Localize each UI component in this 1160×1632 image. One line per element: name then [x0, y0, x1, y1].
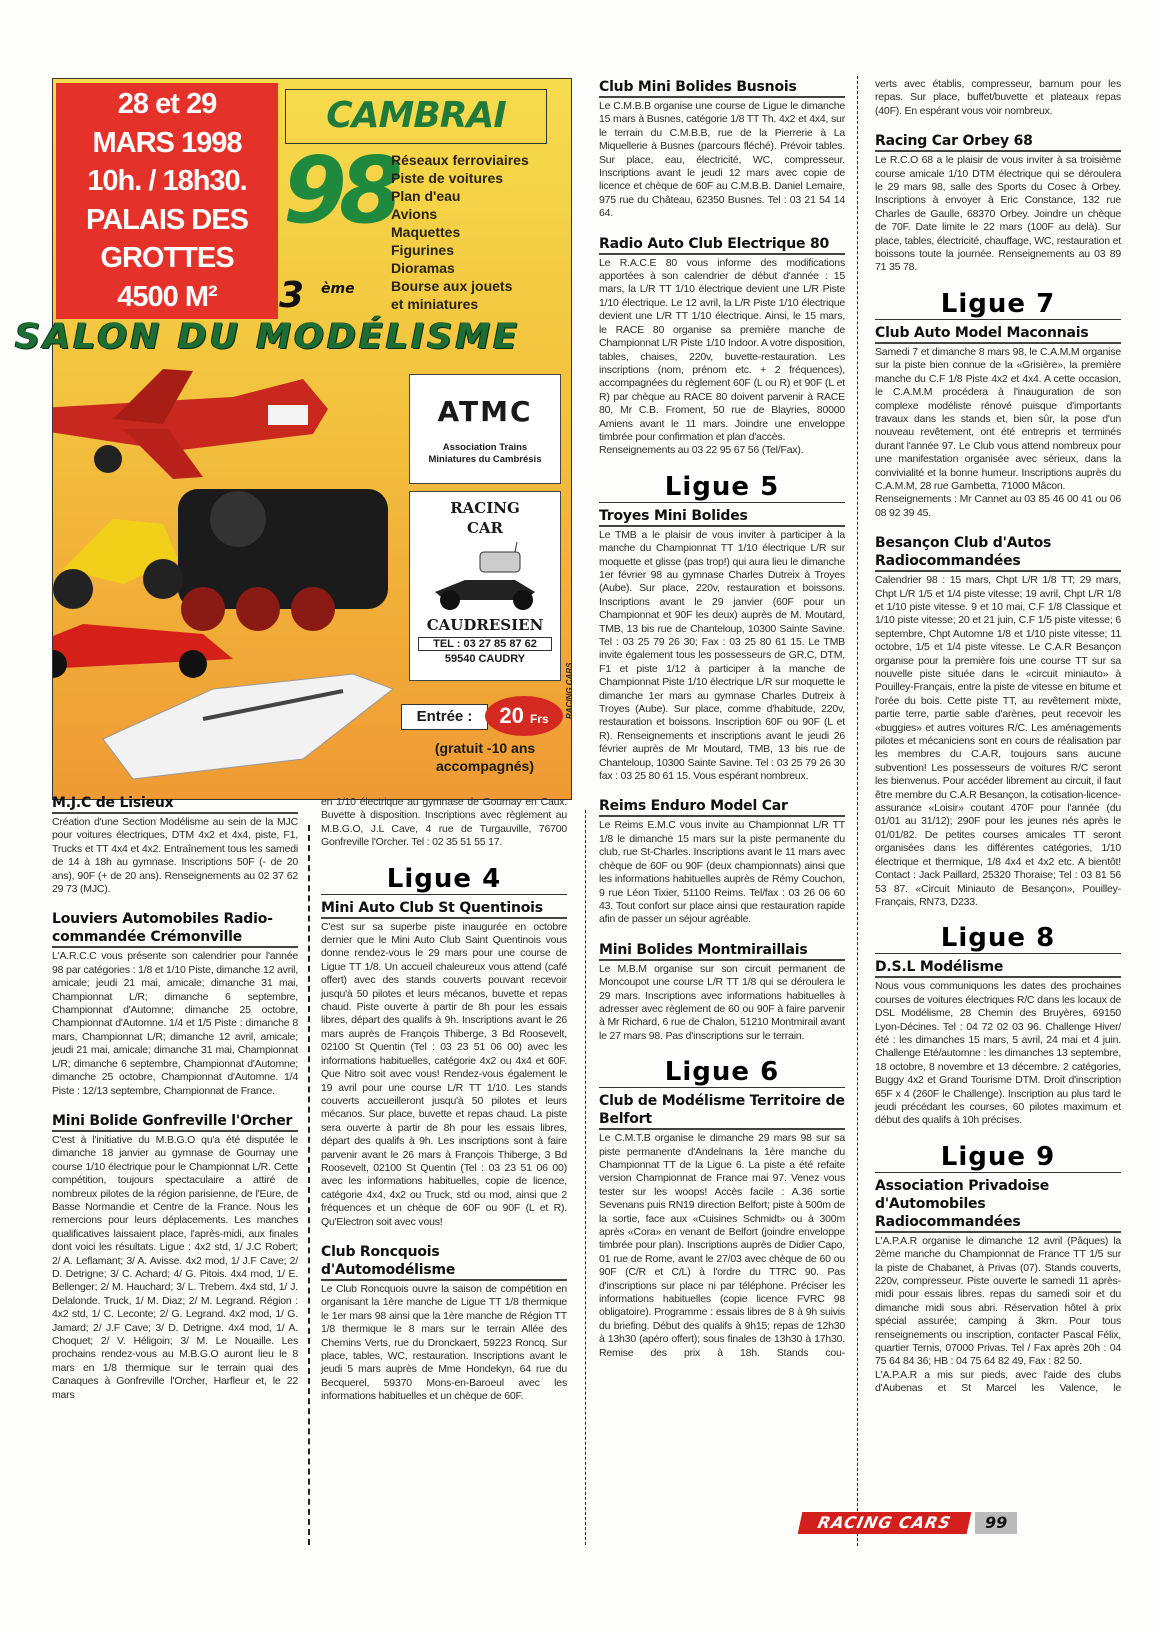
article-paragraph: Le C.M.T.B organise le dimanche 29 mars 98 sur sa piste permanente d'Andelnans la 1ère manche du Championnat TT de la Ligue 6. La piste a été refaite version Championnat de France mai 97. Venez vous tester sur les woops! Accès facile : A.36 sortie Sevenans puis RN19 direction Belfort; piste à 500m de la sortie, face aux «Cuisines Schmidt» ou à 300m après «Cora» en venant de Belfort (joindre enveloppe timbrée pour plan). Inscriptions auprès de Didier Capo, 01 rue de Rome, avant le 27/03 avec chèque de 60 ou 90F (C/R et C/L) à l'ordre du TTRC 90. Pas d'inscriptions sur place ni par téléphone. Préciser les informations habituelles (copie licence FVRC 98 obligatoire). Programme : essais libres de 8 à 9h suivis du briefing. Début des qualifs à 9h15; repas de 12h30 à 13h30 (apéro offert); sous finales de 13h30 à 17h30. Remise des prix à 18h. Stands cou-	[599, 1132, 845, 1359]
text-column-1	[52, 794, 298, 1402]
feature-item: Réseaux ferroviaires	[391, 152, 529, 168]
article-paragraph: Création d'une Section Modélisme au sein de la MJC pour voitures électriques, DTM 4x2 et 4x4, piste, F1, Trucks et TT 4x4 et 4x2. Entraînement tous les samedi de 14 à 18h au gymnase. Inscriptions 50F (- de 20 ans), 90F (+ de 20 ans). Renseignements au 02 37 62 29 73 (MJC).	[52, 816, 298, 896]
racing-car-title	[410, 498, 560, 538]
feature-item: Bourse aux jouets	[391, 278, 513, 294]
atmc-name-line: Miniatures du Cambrésis	[428, 454, 542, 465]
article-paragraph: Renseignements : Mr Cannet au 03 85 46 00 41 ou 06 08 92 39 45.	[875, 493, 1121, 519]
text-column-4	[875, 78, 1121, 1396]
club-heading: Louviers Automobiles Radio-commandée Crémonville	[52, 910, 298, 948]
club-heading: Association Privadoise d'Automobiles Radiocommandées	[875, 1177, 1121, 1233]
article-paragraph: Le R.C.O 68 a le plaisir de vous inviter à sa troisième course amicale 1/10 DTM électrique qui se déroulera le 29 mars 98, salle des Sports du Cosec à Orbey. Inscriptions à envoyer à Eric Constance, 132 rue Charles de Gaulle, 68370 Orbey. Joindre un chèque de 70F. Date limite le 22 mars (100F au delà). Sur place, tables, électricité, chauffage, WC, restauration et boissons toute la journée. Renseignements au 03 89 71 35 78.	[875, 154, 1121, 274]
article-paragraph: Le Club Roncquois ouvre la saison de compétition en organisant la 1ère manche de Ligue TT 1/8 thermique le 1er mars 98 ainsi que la 1ère manche de Région TT 1/8 thermique le 8 mars sur le terrain Allée des Chemins Verts, rue du Dronckaert, 59223 Roncq. Sur place, tables, WC, restauration. Inscriptions avant le jeudi 5 mars auprès de Mme Hondekyn, 64 rue du Becquerel, 59370 Mons-en-Baroeul avec les informations habituelles et un chèque de 60F.	[321, 1282, 567, 1403]
feature-item: Dioramas	[391, 260, 455, 276]
edition-number: 3	[279, 275, 305, 316]
club-heading: Club Auto Model Maconnais	[875, 324, 1121, 344]
club-heading: Radio Auto Club Electrique 80	[599, 235, 845, 255]
club-heading: Mini Bolides Montmiraillais	[599, 941, 845, 961]
atmc-logo-box	[409, 374, 561, 484]
club-heading: Besançon Club d'Autos Radiocommandées	[875, 534, 1121, 572]
league-heading: Ligue 7	[875, 289, 1121, 320]
article-paragraph: Calendrier 98 : 15 mars, Chpt L/R 1/8 TT; 29 mars, Chpt L/R 1/5 et 1/4 piste vitesse; 19 avril, Chpt L/R 1/8 et 1/10 piste vitesse. 9 et 10 mai, C.F 1/8 Classique et 1/10 piste vitesse; 20 et 21 juin, C.F 1/5 piste vitesse; 6 septembre, Chpt Automne 1/8 et 1/10 piste vitesse; 11 octobre, 1/5 et 1/4 piste vitesse. Le C.A.R Besançon organise pour la première fois une course TT sur sa nouvelle piste située dans le «circuit miniauto» à Pouilley-Français, entre la piste de vitesse en bitume et l'orée du bois. Cette piste TT, au revêtement mixte, partie terre, partie sable d'arènes, peut recevoir les «buggies» et autres voitures R/C. Les aménagements pilotes et mécaniciens sont en cours de réalisation par les membres du C.A.R, toujours sans aucune subvention! Les possesseurs de voitures R/C seront les bienvenus. Pour accéder librement au circuit, il faut être membre du C.A.R Besançon, la cotisation-licence-assurance «Loisir» coutant 470F pour l'année (du 01/01 au 31/12); 290F pour les jeunes nés après le 01/01/82. De petites courses amicales TT seront organisées dans les différentes catégories, 1/10 électrique et thermique, 1/8 4x4 et 4x2 etc. A bientôt! Contact : Jack Paillard, 25320 Thoraise; Tel : 03 81 56 53 87. «Circuit Miniauto de Besançon», Pouilley-Français, RN73, D233.	[875, 574, 1121, 908]
feature-item: Piste de voitures	[391, 170, 504, 186]
article-paragraph: Le C.M.B.B organise une course de Ligue le dimanche 15 mars à Busnes, catégorie 1/8 TT Th. 4x2 et 4x4, sur le terrain du C.M.B.B, rue de la Pierrerie à La Miquellerie à Busnes (parcours fléché). Prévoir tables. Sur place, eau, électricité, WC, compresseur. Inscriptions avant le jeudi 12 mars avec copie de licence et chèque de 60F au C.M.B.B. Daniel Lemaire, 975 rue du Château, 62350 Busnes. Tel : 03 21 54 14 64.	[599, 100, 845, 220]
article-paragraph: Samedi 7 et dimanche 8 mars 98, le C.A.M.M organise sur la piste bien connue de la «Grisière», la première manche du C.F 1/8 Piste 4x2 et 4x4. A cette occasion, le C.A.M.M procédera à l'inauguration de son complexe modéliste rénové puisque d'importants travaux dans les stands et, bien sûr, la pose d'un nouveau revêtement, ont été entrepris et terminés durant l'année 97. Le Club vous attend nombreux pour une manifestation organisée avec sérieux, dans la convivialité et la bonne humeur. Inscriptions auprès du C.A.M.M, 28 rue Gambetta, 71000 Mâcon.	[875, 345, 1121, 492]
entry-price: 20	[499, 703, 524, 728]
atmc-train-logo: ATMC	[437, 395, 533, 428]
atmc-name	[410, 442, 560, 466]
club-heading: Club Mini Bolides Busnois	[599, 78, 845, 98]
venue-line: GROTTES	[100, 242, 234, 274]
text-column-2	[321, 796, 567, 1418]
text-column-3	[599, 78, 845, 1360]
league-heading: Ligue 5	[599, 472, 845, 503]
entry-label: Entrée :	[401, 704, 488, 730]
features-list	[391, 151, 529, 313]
free-entry-note	[409, 739, 561, 775]
column-divider	[585, 810, 586, 1545]
motorcycle-illustration	[53, 519, 183, 609]
article-paragraph: Le TMB a le plaisir de vous inviter à participer à la manche du Championnat TT 1/10 électrique L/R sur moquette et glisse (pas trop!) qui aura lieu le dimanche 1er février 98 au gymnase Charles Dutreix à Troyes (Aube). Sur place, 220v, restauration et boissons. Inscriptions avant le 29 janvier (60F pour un Championnat et 90F les deux) auprès de M. Moutard, TMB, 13 bis rue de Chanteloup, 10300 Sainte Savine. Tel : 03 25 79 26 30; Fax : 03 25 80 61 15. Le TMB invite également tous les possesseurs de GR.C, DTM, F1 et piste 1/12 à participer à la manche de Championnat Piste 1/10 électrique L/R sur moquette le dimanche 1er mars au gymnase Charles Dutreix à Troyes (Aube). Sur place, comme d'habitude, 220v, restauration et boissons. Inscription 60F ou 90F (L et R). Renseignements et inscriptions avant le jeudi 26 février auprès de Mr Moutard, TMB, 13 bis rue de Chanteloup, 10300 Sainte Savine. Tel : 03 25 79 26 30 fax : 03 25 80 61 15. Vous espérant nombreux.	[599, 528, 845, 783]
race-car-drawing-icon	[425, 542, 545, 612]
club-heading: Club de Modélisme Territoire de Belfort	[599, 1092, 845, 1130]
feature-item: Plan d'eau	[391, 188, 461, 204]
article-paragraph: en 1/10 électrique au gymnase de Gournay en Caux. Buvette à disposition. Inscriptions avec règlement au M.B.G.O, J.L Cave, 4 rue de Turgauville, 76700 Gonfreville l'Orcher. Tel : 02 35 51 55 17.	[321, 796, 567, 849]
article-paragraph: C'est à l'initiative du M.B.G.O qu'a été disputée le dimanche 18 janvier au gymnase de Gournay une course 1/10 électrique pour le Championnat L/R. Cette compétition, toujours spectaculaire a attiré de nombreux pilotes de la région parisienne, de l'Eure, de Basse Normandie et Centre de la France. Nous les remercions pour leurs déplacements. Les manches qualificatives laissaient place, l'après-midi, aux finales dont voici les résultats. Ligue : 4x2 std, 1/ J.C Robert; 2/ A. Leflamant; 3/ A. Avisse. 4x2 mod, 1/ J.F Cave; 2/ D. Detrigne; 3/ C. Achard; 4/ G. Pitois. 4x4 mod, 1/ E. Bellenger; 2/ M. Hauchard; 3/ L. Trebern. 4x4 std, 1/ J. Delalonde. Truck, 1/ M. Diaz; 2/ M. Legrand. Région : 4x2 std, 1/ C. Leconte; 2/ G. Legrand. 4x2 mod, 1/ G. Jamard; 2/ J.F Cave; 3/ D. Detrigne. 4x4 mod, 1/ A. Choquet; 2/ V. Héligoin; 3/ M. Le Nouaille. Les prochains rendez-vous au M.B.G.O auront lieu le 8 mars en 1/8 thermique sur le terrain quai des Canaques à Gonfreville l'Orcher, Harfleur et, le 22 mars	[52, 1133, 298, 1401]
feature-item: Avions	[391, 206, 438, 222]
column-divider	[857, 76, 858, 1546]
entry-price-badge	[485, 696, 563, 736]
page-footer	[800, 1512, 1017, 1534]
racing-car-city: CAUDRESIEN	[426, 616, 544, 634]
yacht-illustration	[103, 674, 393, 779]
steam-locomotive-illustration	[178, 489, 388, 631]
article-paragraph: Le R.A.C.E 80 vous informe des modifications apportées à son calendrier de début d'année : 15 mars, la L/R TT 1/10 électrique devient une L/R Piste 1/10 électrique. Le 12 avril, la L/R Piste 1/10 électrique devient une L/R TT 1/10 électrique. Ainsi, le 15 mars, le RACE 80 organise sa première manche de Championnat L/R Piste 1/10 Indoor. A votre disposition, tables, chaises, 220v, buvette-restauration. Les inscriptions (nom, prénom etc. + 2 fréquences), accompagnées du règlement 60F (L ou R) et 90F (L et R) par chèque au RACE 80 doivent parvenir à RACE 80, Mr C.B. Froment, 50 rue de Blayries, 80000 Amiens avant le 11 mars. Joindre une enveloppe timbrée pour confirmation et plan d'accès.	[599, 256, 845, 443]
article-paragraph: L'A.P.A.R a mis sur pieds, avec l'aide des clubs d'Aubenas et St Marcel les Valence, le	[875, 1368, 1121, 1395]
area-line: 4500 M²	[117, 280, 217, 313]
free-entry-note-line: (gratuit -10 ans	[434, 740, 536, 756]
article-paragraph: Le Reims E.M.C vous invite au Championnat L/R TT 1/8 le dimanche 15 mars sur la piste permanente du club, rue St-Charles. Inscriptions avant le 11 mars avec chèque de 60F ou 90F (deux championnats) ainsi que les informations habituelles auprès de Rémy Couchon, 9 rue Léon Tixier, 51100 Reims. Tel/fax : 03 26 06 60 43. Tout confort sur place ainsi que restauration rapide afin de passer un séjour agréable.	[599, 819, 845, 926]
venue-line: PALAIS DES	[86, 203, 248, 236]
article-paragraph: L'A.R.C.C vous présente son calendrier pour l'année 98 par catégories : 1/8 et 1/10 Piste, dimanche 12 avril, amicale; jeudi 21 mai, amicale; dimanche 31 mai, Championnat L/R; dimanche 6 septembre, Championnat d'Automne; dimanche 25 octobre, Championnat d'Automne. 1/4 et 1/5 Piste : dimanche 8 mars, Championnat L/R; dimanche 12 avril, amicale; jeudi 21 mai, amicale; dimanche 31 mai, Championnat L/R; dimanche 6 septembre, Championnat d'Automne; dimanche 25 octobre, Championnat d'Automne. 1/4 Piste : 12/13 septembre, Championnat de France.	[52, 950, 298, 1097]
column-divider	[308, 825, 310, 1545]
page-number: 99	[975, 1512, 1017, 1534]
salon-advertisement	[15, 78, 574, 800]
article-paragraph: C'est sur sa superbe piste inaugurée en octobre dernier que le Mini Auto Club Saint Quentinois vous donne rendez-vous le 29 mars pour une course de Ligue TT 1/8. Un accueil chaleureux vous attend (café offert) avec des stands couverts pouvant recevoir jusqu'à 50 pilotes et leurs mécanos, buvette et repas chaud. Piste ouverte à partir de 8h pour les essais libres, départ des qualifs à 9h. Inscriptions avant le 26 mars auprès de François Thiberge, 3 Bd Roosevelt, 02100 St Quentin (Tel : 03 23 51 06 00) avec les informations habituelles, catégorie 4x2 ou 4x4 et 60F. Que Nitro soit avec vous! Rendez-vous également le 19 avril pour une course L/R TT 1/10. Les stands couverts accueilleront jusqu'à 50 pilotes et leurs mécanos. Sur place, buvette et repas chaud. La piste sera ouverte à partir de 8h pour les essais libres, départ des qualifs à 9h. Les inscriptions sont à faire parvenir avant le 26 mars à François Thiberge, 3 Bd Roosevelt, 02100 St Quentin (Tel : 03 23 51 06 00) avec les informations habituelles, copie de licence, catégorie 4x4, 4x2 ou Truck, std ou mod, ainsi que 2 fréquences et un chèque de 60F ou 90F (L et R). Qu'Electron soit avec vous!	[321, 920, 567, 1228]
feature-item: Figurines	[391, 242, 455, 258]
club-heading: Troyes Mini Bolides	[599, 507, 845, 527]
club-heading: Racing Car Orbey 68	[875, 132, 1121, 152]
league-heading: Ligue 6	[599, 1057, 845, 1088]
article-paragraph: L'A.P.A.R organise le dimanche 12 avril (Pâques) la 2ème manche du Championnat de France TT 1/5 sur la piste de Chabanet, à Privas (07). Stands couverts, 220v, compresseur. Piste ouverte le samedi 11 après-midi pour essais libres. repas du samedi soir et du dimanche midi sous abri. Réservation hôtel à prix spécial assurée; camping à 3km. Pour tous renseignements ou inscription, contacter Pascal Félix, quartier Ternis, 07000 Privas. Tel / Fax après 20h : 04 75 64 84 36; HB : 04 75 64 82 49, Fax : 82 50.	[875, 1234, 1121, 1368]
club-heading: M.J.C de Lisieux	[52, 794, 298, 814]
date-line: 28 et 29	[117, 88, 217, 120]
event-date-box	[56, 83, 278, 319]
article-paragraph: Le M.B.M organise sur son circuit permanent de Moncoupot une course L/R TT 1/8 qui se déroulera le 29 mars. Inscriptions avec informations habituelles à adresser avec règlement de 60 ou 90F à faire parvenir à Mr Richard, 6 rue de Chalon, 51210 Montmirail avant le 27 mars 98. Pas d'inscriptions sur le terrain.	[599, 962, 845, 1042]
article-paragraph: Renseignements au 03 22 95 67 56 (Tel/Fax).	[599, 444, 804, 457]
airplane-illustration	[53, 369, 328, 479]
feature-item: Maquettes	[391, 224, 461, 240]
year-number: 98	[283, 137, 396, 244]
feature-item: et miniatures	[391, 296, 479, 312]
article-paragraph: Nous vous communiquons les dates des prochaines courses de voitures électriques R/C dans les locaux de DSL Modélisme, 28 Chemin des Bruyères, 69150 Lyon-Décines. Tel : 04 72 02 03 96. Challenge Hiver/été : les dimanches 15 mars, 5 avril, 24 mai et 4 juin. Challenge Eté/automne : les dimanches 13 septembre, 18 octobre, 8 novembre et 13 décembre. 2 catégories, Buggy 4x2 et Grand Tourisme DTM. Droit d'inscription 65F x 4 (260F le Challenge). Inscription au plus tard le jeudi précédant les courses, 60 pilotes maximum et début des qualifs à 10h précises.	[875, 980, 1121, 1127]
entry-currency: Frs	[529, 712, 549, 726]
magazine-name: RACING CARS	[798, 1512, 972, 1534]
racing-car-title-line: RACING	[450, 499, 520, 517]
ad-credit: RACING CARS	[565, 662, 574, 719]
racing-car-title-line: CAR	[466, 519, 504, 537]
club-heading: Reims Enduro Model Car	[599, 797, 845, 817]
salon-title: SALON DU MODÉLISME	[15, 317, 521, 357]
club-heading: D.S.L Modélisme	[875, 958, 1121, 978]
free-entry-note-line: accompagnés)	[435, 758, 535, 774]
club-heading: Club Roncquois d'Automodélisme	[321, 1243, 567, 1281]
edition-suffix: ème	[321, 281, 355, 297]
racing-car-address: 59540 CAUDRY	[444, 653, 526, 665]
formula1-car-illustration	[53, 624, 233, 678]
hours-line: 10h. / 18h30.	[87, 165, 247, 197]
league-heading: Ligue 4	[321, 864, 567, 895]
date-line: MARS 1998	[92, 126, 242, 159]
city-title: CAMBRAI	[285, 89, 547, 144]
club-heading: Mini Bolide Gonfreville l'Orcher	[52, 1112, 298, 1132]
league-heading: Ligue 9	[875, 1142, 1121, 1173]
club-heading: Mini Auto Club St Quentinois	[321, 899, 567, 919]
racing-car-logo-box	[409, 491, 561, 681]
league-heading: Ligue 8	[875, 923, 1121, 954]
racing-car-phone: TEL : 03 27 85 87 62	[418, 637, 552, 651]
atmc-name-line: Association Trains	[442, 442, 528, 453]
article-paragraph: verts avec établis, compresseur, barnum pour les repas. Sur place, buffet/buvette et plateaux repas (40F). En espérant vous voir nombreux.	[875, 78, 1121, 117]
